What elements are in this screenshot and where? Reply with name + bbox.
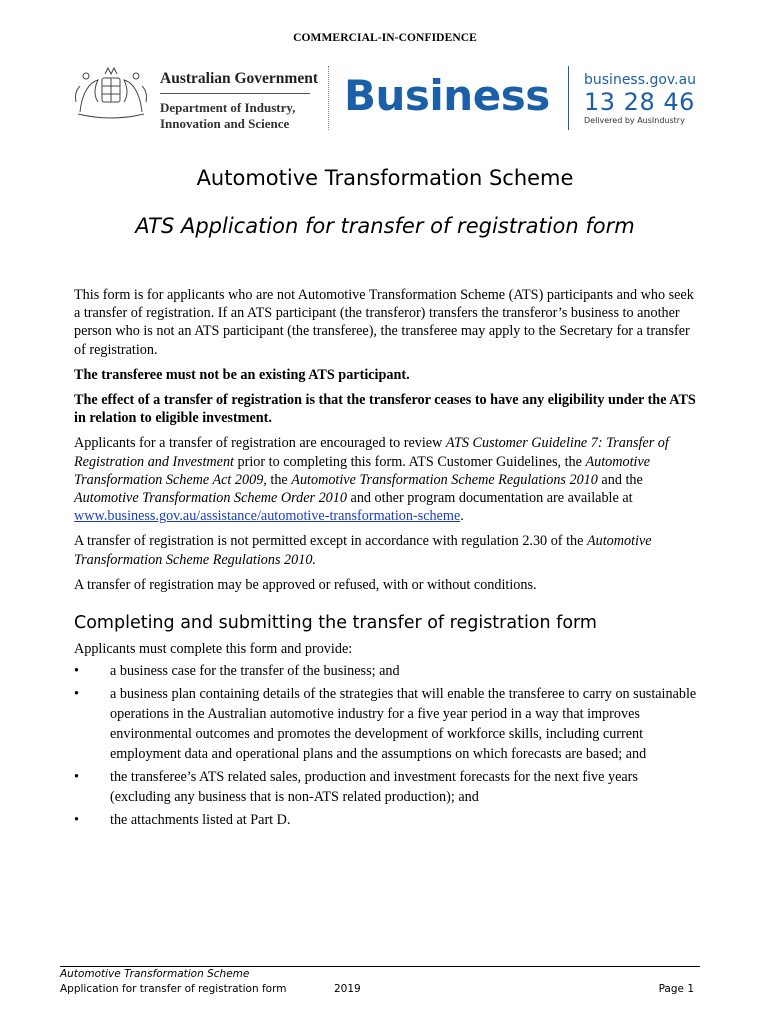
contact-phone: 13 28 46 — [584, 88, 695, 116]
regulation-paragraph: A transfer of registration is not permitted except in accordance with regulation 2.30 of the Automotive Transformation Scheme Regulations 2010. — [74, 533, 652, 568]
contact-url: business.gov.au — [584, 72, 697, 88]
footer-year: 2019 — [334, 983, 361, 995]
section-heading: Completing and submitting the transfer of registration form — [74, 613, 597, 634]
guidance-paragraph: Applicants for a transfer of registration are encouraged to review ATS Customer Guideline 7: Transfer of Registration and Investment prior to completing this form. ATS Customer Guidelines, the Automotive Transformation Scheme Act 2009, the Automotive Transformation Scheme Regulations 2010 and the Automotive Transformation Scheme Order 2010 and other program documentation are available at www.business.gov.au/assistance/automotive-transformation-scheme. — [74, 435, 669, 525]
divider — [160, 93, 310, 94]
document-title: Automotive Transformation Scheme — [196, 166, 574, 190]
document-subtitle: ATS Application for transfer of registration form — [135, 214, 635, 238]
approval-paragraph: A transfer of registration may be approved or refused, with or without conditions. — [74, 576, 537, 593]
footer-divider — [60, 966, 700, 967]
program-docs-link[interactable]: www.business.gov.au/assistance/automotive-transformation-scheme — [74, 508, 461, 525]
intro-paragraph: This form is for applicants who are not Automotive Transformation Scheme (ATS) participants and who seek a transfer of registration. If an ATS participant (the transferor) transfers the transferor’s business to another person who is not an ATS participant (the transferee), the transferee may apply to the Secretary for a transfer of registration. — [74, 287, 694, 358]
list-item: • a business case for the transfer of the business; and — [74, 663, 400, 680]
business-logo: Business — [344, 71, 550, 120]
page-number: Page 1 — [658, 983, 694, 995]
contact-note: Delivered by AusIndustry — [584, 116, 685, 125]
header-logos — [72, 62, 702, 134]
list-item: • the attachments listed at Part D. — [74, 812, 291, 829]
classification-label: COMMERCIAL-IN-CONFIDENCE — [293, 32, 477, 44]
document-body — [74, 286, 698, 833]
list-item: • the transferee’s ATS related sales, production and investment forecasts for the next five years (excluding any business that is non-ATS related production); and — [74, 769, 638, 806]
government-name: Australian Government — [160, 70, 319, 87]
effect-note: The effect of a transfer of registration is that the transferor ceases to have any eligibility under the ATS in relation to eligible investment. — [74, 392, 696, 427]
footer-title: Automotive Transformation Scheme — [60, 968, 250, 980]
requirements-list — [74, 661, 698, 830]
department-line-2: Innovation and Science — [160, 116, 290, 131]
section-lead: Applicants must complete this form and provide: — [74, 641, 353, 658]
logo-separator — [328, 66, 329, 130]
eligibility-note: The transferee must not be an existing ATS participant. — [74, 366, 410, 383]
footer-subtitle: Application for transfer of registration form — [60, 983, 287, 995]
coat-of-arms-icon — [72, 62, 150, 120]
list-item: • a business plan containing details of the strategies that will enable the transferee to carry on sustainable operations in the Australian automotive industry for a five year period in a way that improves environmental outcomes and promotes the development of workforce skills, including current employment data and operational plans and the assumptions on which forecasts are based; and — [74, 686, 697, 763]
contact-block — [584, 72, 696, 127]
department-line-1: Department of Industry, — [160, 100, 296, 115]
logo-separator — [568, 66, 569, 130]
